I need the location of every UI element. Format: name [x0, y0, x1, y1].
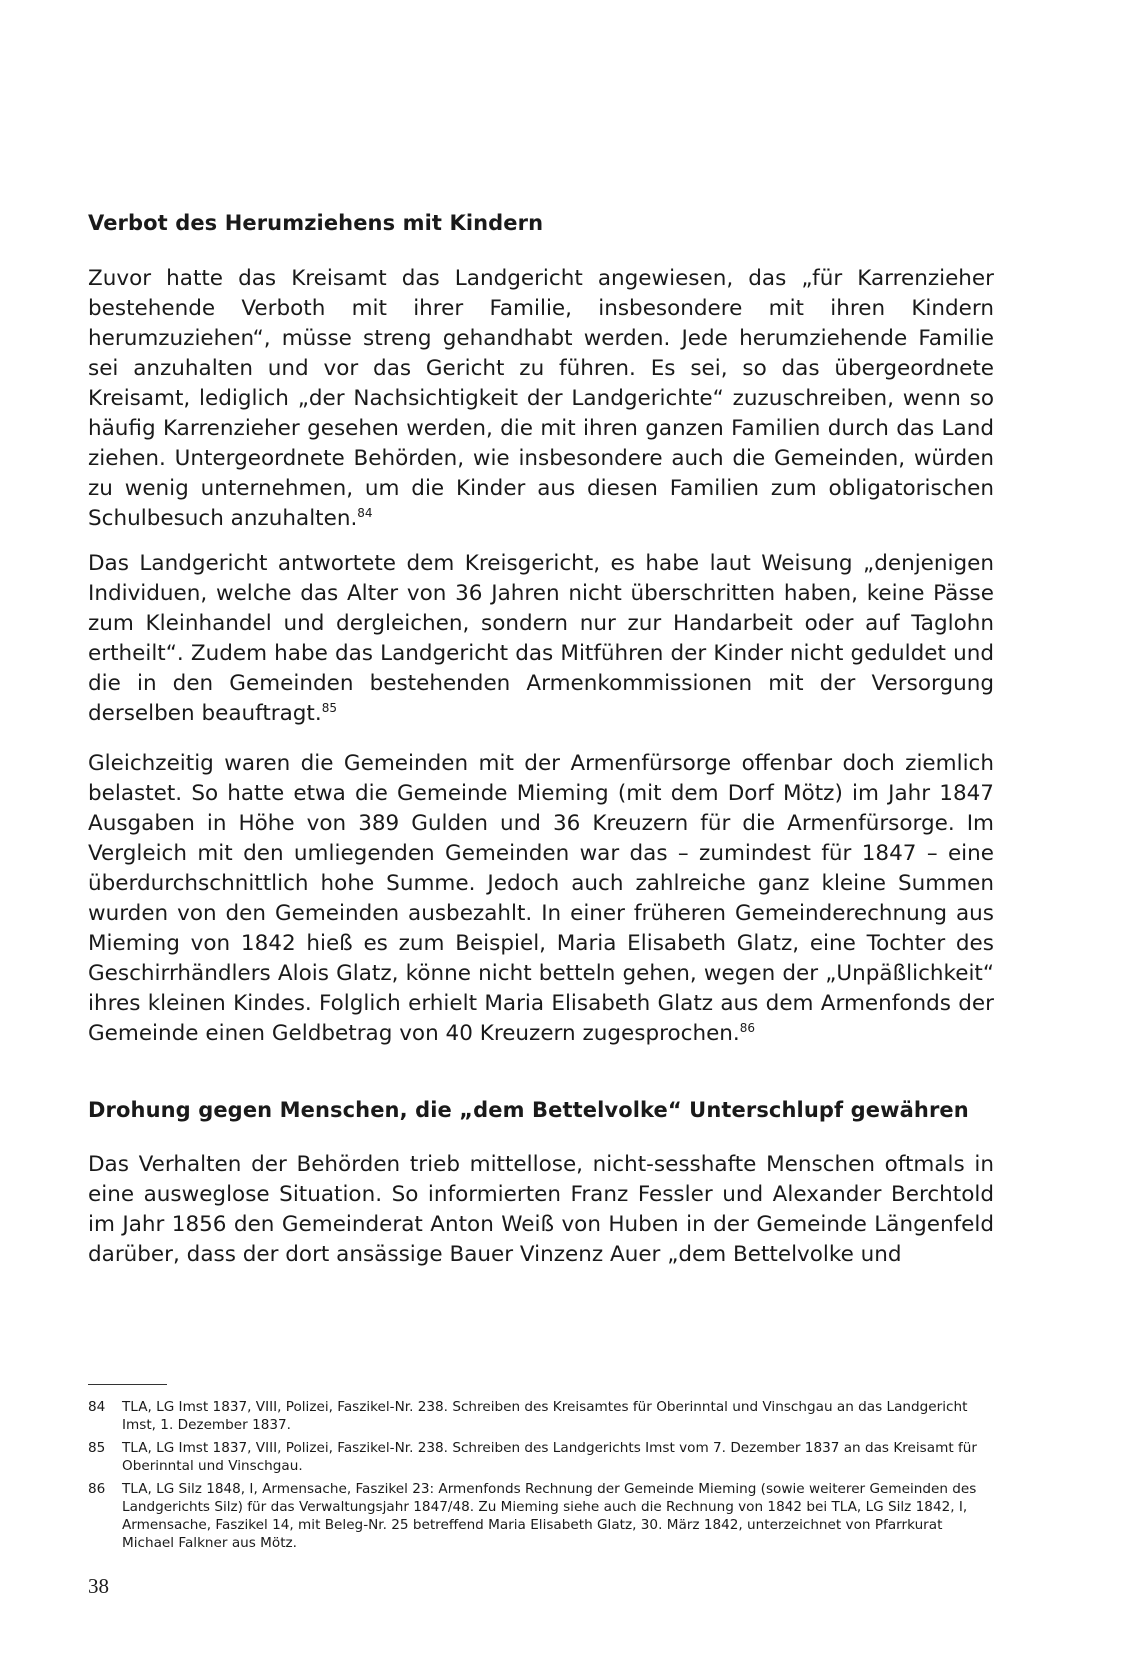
- paragraph-text: Zuvor hatte das Kreisamt das Landgericht angewiesen, das „für Karrenzieher bestehende Verboth mit ihrer Familie, insbesondere mit ihren Kindern herumzuziehen“, müsse streng gehandhabt werden. Jede herumziehende Familie sei anzuhalten und vor das Gericht zu führen. Es sei, so das übergeordnete Kreisamt, lediglich „der Nachsichtigkeit der Landgerichte“ zuzuschreiben, wenn so häufig Karrenzieher gesehen werden, die mit ihren ganzen Familien durch das Land ziehen. Untergeordnete Behörden, wie insbesondere auch die Gemeinden, würden zu wenig unternehmen, um die Kinder aus diesen Familien zum obligatorischen Schulbesuch anzuhalten.: [88, 266, 994, 531]
- body-paragraph: [88, 749, 994, 1049]
- footnote: [88, 1439, 994, 1475]
- footnote: [88, 1398, 994, 1434]
- footnote-reference[interactable]: 86: [739, 1020, 756, 1035]
- paragraph-text: Das Verhalten der Behörden trieb mittellose, nicht-sesshafte Menschen oftmals in eine ausweglose Situation. So informierten Franz Fessler und Alexander Berchtold im Jahr 1856 den Gemeinderat Anton Weiß von Huben in der Gemeinde Längenfeld darüber, dass der dort ansässige Bauer Vinzenz Auer „dem Bettelvolke und: [88, 1152, 994, 1267]
- footnote: [88, 1480, 994, 1552]
- footnotes: [88, 1398, 994, 1557]
- footnote-text: TLA, LG Imst 1837, VIII, Polizei, Faszikel-Nr. 238. Schreiben des Landgerichts Imst vom 7. Dezember 1837 an das Kreisamt für Oberinntal und Vinschgau.: [122, 1440, 977, 1474]
- paragraph-text: Gleichzeitig waren die Gemeinden mit der Armenfürsorge offenbar doch ziemlich belastet. So hatte etwa die Gemeinde Mieming (mit dem Dorf Mötz) im Jahr 1847 Ausgaben in Höhe von 389 Gulden und 36 Kreuzern für die Armenfürsorge. Im Vergleich mit den umliegenden Gemeinden war das – zumindest für 1847 – eine überdurchschnittlich hohe Summe. Jedoch auch zahlreiche ganz kleine Summen wurden von den Gemeinden ausbezahlt. In einer früheren Gemeinderechnung aus Mieming von 1842 hieß es zum Beispiel, Maria Elisabeth Glatz, eine Tochter des Geschirrhändlers Alois Glatz, könne nicht betteln gehen, wegen der „Unpäßlichkeit“ ihres kleinen Kindes. Folglich erhielt Maria Elisabeth Glatz aus dem Armenfonds der Gemeinde einen Geldbetrag von 40 Kreuzern zugesprochen.: [88, 751, 994, 1046]
- section-heading: Verbot des Herumziehens mit Kindern: [88, 211, 544, 235]
- paragraph-text: Das Landgericht antwortete dem Kreisgericht, es habe laut Weisung „denjenigen Individuen, welche das Alter von 36 Jahren nicht überschritten haben, keine Pässe zum Kleinhandel und dergleichen, sondern nur zur Handarbeit oder auf Taglohn ertheilt“. Zudem habe das Landgericht das Mitführen der Kinder nicht geduldet und die in den Gemeinden bestehenden Armenkommissionen mit der Versorgung derselben beauftragt.: [88, 551, 994, 726]
- footnote-number: 84: [88, 1399, 106, 1415]
- footnote-divider: [88, 1384, 167, 1385]
- section-heading: Drohung gegen Menschen, die „dem Bettelvolke“ Unterschlupf gewähren: [88, 1098, 969, 1122]
- body-paragraph: [88, 1150, 994, 1270]
- footnote-number: 86: [88, 1481, 106, 1497]
- page-number: 38: [88, 1574, 109, 1598]
- body-paragraph: [88, 549, 994, 729]
- footnote-reference[interactable]: 84: [357, 505, 373, 520]
- footnote-reference[interactable]: 85: [321, 700, 337, 715]
- footnote-text: TLA, LG Imst 1837, VIII, Polizei, Faszikel-Nr. 238. Schreiben des Kreisamtes für Oberinntal und Vinschgau an das Landgericht Imst, 1. Dezember 1837.: [122, 1399, 968, 1433]
- footnote-text: TLA, LG Silz 1848, I, Armensache, Faszikel 23: Armenfonds Rechnung der Gemeinde Mieming (sowie weiterer Gemeinden des Landgerichts Silz) für das Verwaltungsjahr 1847/48. Zu Mieming siehe auch die Rechnung von 1842 bei TLA, LG Silz 1842, I, Armensache, Faszikel 14, mit Beleg-Nr. 25 betreffend Maria Elisabeth Glatz, 30. März 1842, unterzeichnet von Pfarrkurat Michael Falkner aus Mötz.: [122, 1481, 977, 1551]
- body-paragraph: [88, 264, 994, 534]
- footnote-number: 85: [88, 1440, 106, 1456]
